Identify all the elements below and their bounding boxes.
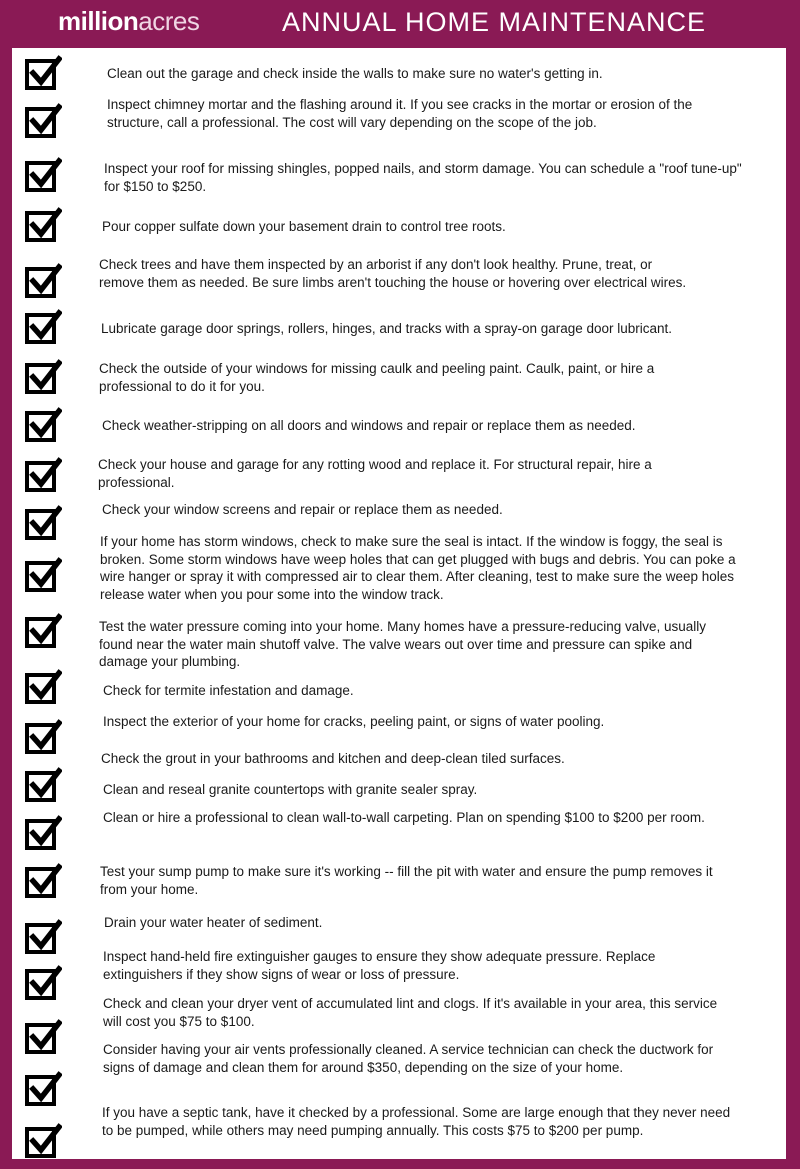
checked-box-icon <box>24 456 62 494</box>
task-item: Check the outside of your windows for missing caulk and peeling paint. Caulk, paint, or hire a professional to do it for you. <box>99 361 655 394</box>
checked-box-icon <box>24 54 62 92</box>
checked-box-icon <box>24 862 62 900</box>
checked-box-icon <box>24 308 62 346</box>
checked-box-icon <box>24 556 62 594</box>
checked-box-icon <box>24 206 62 244</box>
checked-box-icon <box>24 918 62 956</box>
task-item: Consider having your air vents professionally cleaned. A service technician can check the ductwork for signs of damage and clean them for around $350, depending on the size of your home. <box>103 1042 714 1075</box>
checked-box-icon <box>24 358 62 396</box>
checked-box-icon <box>24 102 62 140</box>
task-item: Check trees and have them inspected by an arborist if any don't look healthy. Prune, treat, or remove them as needed. Be sure limbs aren't touching the house or hovering over electrical wires. <box>99 257 687 290</box>
header-bar <box>0 0 800 48</box>
checked-box-icon <box>24 964 62 1002</box>
checked-box-icon <box>24 406 62 444</box>
checked-box-icon <box>24 1070 62 1108</box>
task-item: If your home has storm windows, check to make sure the seal is intact. If the window is foggy, the seal is broken. Some storm windows have weep holes that can get plugged with bugs and debris. You can poke a wire hanger or spray it with compressed air to clear them. After cleaning, test to make sure the weep holes release water when you pour some into the window track. <box>100 534 736 602</box>
task-item: Inspect your roof for missing shingles, popped nails, and storm damage. You can schedule a "roof tune-up" for $150 to $250. <box>104 161 742 194</box>
task-item: Clean out the garage and check inside the walls to make sure no water's getting in. <box>107 66 603 81</box>
task-item: Clean or hire a professional to clean wall-to-wall carpeting. Plan on spending $100 to $200 per room. <box>103 810 705 825</box>
task-item: Check for termite infestation and damage. <box>103 683 354 698</box>
task-item: Test your sump pump to make sure it's working -- fill the pit with water and ensure the pump removes it from your home. <box>100 864 713 897</box>
task-item: Pour copper sulfate down your basement drain to control tree roots. <box>102 219 506 234</box>
task-item: Check the grout in your bathrooms and kitchen and deep-clean tiled surfaces. <box>101 751 565 766</box>
checked-box-icon <box>24 262 62 300</box>
checked-box-icon <box>24 504 62 542</box>
task-item: Check and clean your dryer vent of accumulated lint and clogs. If it's available in your area, this service will cost you $75 to $100. <box>103 996 718 1029</box>
task-item: Inspect chimney mortar and the flashing around it. If you see cracks in the mortar or erosion of the structure, call a professional. The cost will vary depending on the scope of the job. <box>107 97 693 130</box>
task-item: Check your house and garage for any rotting wood and replace it. For structural repair, hire a professional. <box>98 457 652 490</box>
checked-box-icon <box>24 612 62 650</box>
checked-box-icon <box>24 766 62 804</box>
millionacres-logo: millionacres <box>58 6 200 36</box>
page-title: ANNUAL HOME MAINTENANCE <box>282 7 707 37</box>
task-item: Lubricate garage door springs, rollers, hinges, and tracks with a spray-on garage door lubricant. <box>101 321 673 336</box>
checked-box-icon <box>24 814 62 852</box>
task-item: Check your window screens and repair or replace them as needed. <box>102 502 503 517</box>
task-item: Inspect the exterior of your home for cracks, peeling paint, or signs of water pooling. <box>103 714 605 729</box>
checked-box-icon <box>24 718 62 756</box>
task-item: Clean and reseal granite countertops with granite sealer spray. <box>103 782 478 797</box>
task-item: Drain your water heater of sediment. <box>104 915 323 930</box>
checked-box-icon <box>24 156 62 194</box>
task-item: If you have a septic tank, have it checked by a professional. Some are large enough that they never need to be pumped, while others may need pumping annually. This costs $75 to $200 per pump. <box>102 1105 731 1138</box>
checked-box-icon <box>24 1122 62 1160</box>
task-item: Inspect hand-held fire extinguisher gauges to ensure they show adequate pressure. Replace extinguishers if they show signs of wear or loss of pressure. <box>103 949 656 982</box>
checked-box-icon <box>24 668 62 706</box>
task-item: Check weather-stripping on all doors and windows and repair or replace them as needed. <box>102 418 636 433</box>
task-item: Test the water pressure coming into your home. Many homes have a pressure-reducing valve, usually found near the water main shutoff valve. The valve wears out over time and pressure can spike and damage your plumbing. <box>99 619 707 669</box>
checklist-panel <box>12 48 786 1159</box>
checked-box-icon <box>24 1018 62 1056</box>
